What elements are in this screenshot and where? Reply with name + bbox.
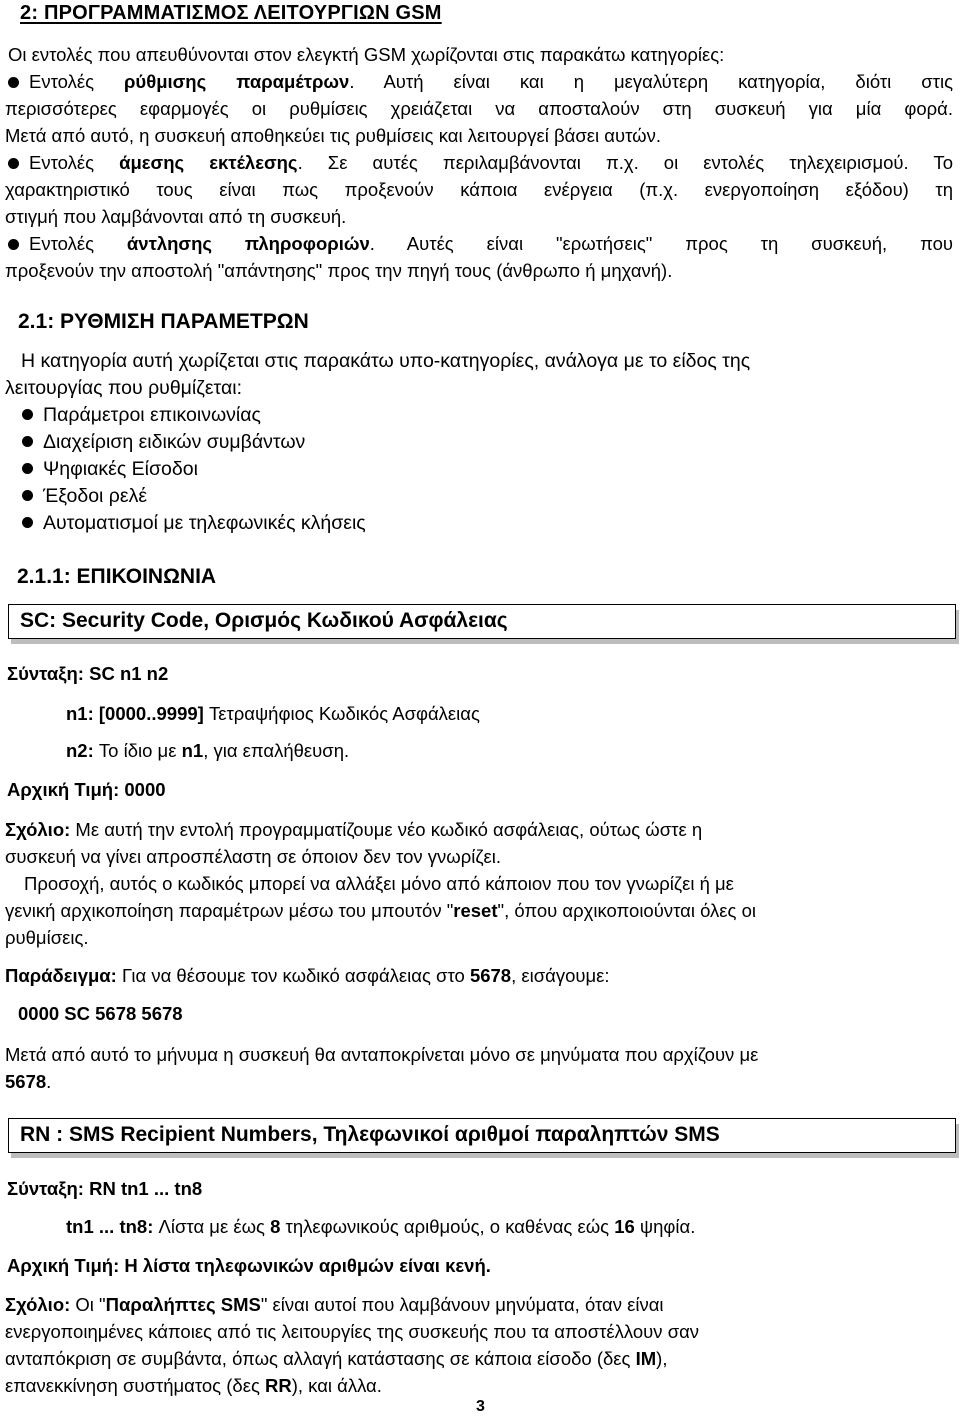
sc-after-2: 5678. <box>5 1071 52 1092</box>
section-2-1-1-title: 2.1.1: ΕΠΙΚΟΙΝΩΝΙΑ <box>17 565 217 588</box>
sc-warning-3: ρυθμίσεις. <box>5 927 89 948</box>
subcategory-item: Παράμετροι επικοινωνίας <box>22 404 261 427</box>
category-2-line-2: χαρακτηριστικό τους είναι πως προξενούν κάποια ενέργεια (π.χ. ενεργοποίηση εξόδου) τη <box>5 179 953 200</box>
rn-syntax: Σύνταξη: RN tn1 ... tn8 <box>7 1178 203 1199</box>
sc-param-n2: n2: Το ίδιο με n1, για επαλήθευση. <box>66 740 350 761</box>
section-2-1-intro-2: λειτουργίας που ρυθμίζεται: <box>5 377 242 399</box>
page-number: 3 <box>476 1398 485 1415</box>
subcategory-item: Ψηφιακές Είσοδοι <box>22 458 198 481</box>
category-1-line-2: περισσότερες εφαρμογές οι ρυθμίσεις χρειάζεται να αποσταλούν στη συσκευή για μία φορά. <box>5 98 953 119</box>
bullet-icon <box>22 409 33 420</box>
category-1-line-3: Μετά από αυτό, η συσκευή αποθηκεύει τις ρυθμίσεις και λειτουργεί βάσει αυτών. <box>5 125 661 146</box>
rn-initial-value: Αρχική Τιμή: Η λίστα τηλεφωνικών αριθμών είναι κενή. <box>7 1255 491 1276</box>
bullet-icon <box>22 463 33 474</box>
sc-box-title: SC: Security Code, Ορισμός Κωδικού Ασφάλειας <box>20 609 508 632</box>
section-2-1-title: 2.1: ΡΥΘΜΙΣΗ ΠΑΡΑΜΕΤΡΩΝ <box>18 310 309 333</box>
category-2-line-3: στιγμή που λαμβάνονται από τη συσκευή. <box>5 206 347 227</box>
rn-comment-1: Σχόλιο: Οι "Παραλήπτες SMS" είναι αυτοί που λαμβάνουν μηνύματα, όταν είναι <box>5 1294 664 1315</box>
sc-comment-2: συσκευή να γίνει απροσπέλαστη σε όποιον δεν τον γνωρίζει. <box>5 846 502 867</box>
chapter-title: 2: ΠΡΟΓΡΑΜΜΑΤΙΣΜΟΣ ΛΕΙΤΟΥΡΓΙΩΝ GSM <box>20 2 442 24</box>
subcategory-item: Έξοδοι ρελέ <box>22 485 147 508</box>
bullet-icon <box>22 490 33 501</box>
subcategory-item: Διαχείριση ειδικών συμβάντων <box>22 431 305 454</box>
sc-warning-2: γενική αρχικοποίηση παραμέτρων μέσω του μπουτόν "reset", όπου αρχικοποιούνται όλες οι <box>5 900 756 921</box>
sc-after-1: Μετά από αυτό το μήνυμα η συσκευή θα ανταποκρίνεται μόνο σε μηνύματα που αρχίζουν με <box>5 1044 759 1065</box>
rn-box-title: RN : SMS Recipient Numbers, Τηλεφωνικοί αριθμοί παραληπτών SMS <box>20 1123 720 1146</box>
sc-example-command: 0000 SC 5678 5678 <box>18 1003 183 1024</box>
rn-comment-2: ενεργοποιημένες κάποιες από τις λειτουργίες της συσκευής που τα αποστέλλουν σαν <box>5 1321 700 1342</box>
rn-comment-4: επανεκκίνηση συστήματος (δες RR), και άλλα. <box>5 1375 382 1396</box>
category-3-line-2: προξενούν την αποστολή "απάντησης" προς την πηγή τους (άνθρωπο ή μηχανή). <box>5 260 673 281</box>
category-3: Εντολές άντλησης πληροφοριών. Αυτές είναι "ερωτήσεις" προς τη συσκευή, που <box>5 233 953 255</box>
intro-line: Οι εντολές που απευθύνονται στον ελεγκτή GSM χωρίζονται στις παρακάτω κατηγορίες: <box>8 44 725 65</box>
sc-comment-1: Σχόλιο: Με αυτή την εντολή προγραμματίζουμε νέο κωδικό ασφάλειας, ούτως ώστε η <box>5 819 703 840</box>
section-2-1-intro-1: Η κατηγορία αυτή χωρίζεται στις παρακάτω υπο-κατηγορίες, ανάλογα με το είδος της <box>21 350 751 372</box>
bullet-icon <box>22 517 33 528</box>
sc-initial-value: Αρχική Τιμή: 0000 <box>7 779 166 800</box>
bullet-icon <box>8 239 19 250</box>
subcategory-item: Αυτοματισμοί με τηλεφωνικές κλήσεις <box>22 512 366 535</box>
bullet-icon <box>8 77 19 88</box>
rn-comment-3: ανταπόκριση σε συμβάντα, όπως αλλαγή κατάστασης σε κάποια είσοδο (δες IM), <box>5 1348 668 1369</box>
rn-param: tn1 ... tn8: Λίστα με έως 8 τηλεφωνικούς αριθμούς, ο καθένας εώς 16 ψηφία. <box>66 1216 696 1237</box>
bullet-icon <box>22 436 33 447</box>
sc-param-n1: n1: [0000..9999] Τετραψήφιος Κωδικός Ασφάλειας <box>66 703 480 724</box>
sc-syntax: Σύνταξη: SC n1 n2 <box>7 663 169 684</box>
sc-warning-1: Προσοχή, αυτός ο κωδικός μπορεί να αλλάξει μόνο από κάποιον που τον γνωρίζει ή με <box>24 873 734 894</box>
sc-example: Παράδειγμα: Για να θέσουμε τον κωδικό ασφάλειας στο 5678, εισάγουμε: <box>5 965 610 986</box>
bullet-icon <box>8 158 19 169</box>
category-1: Εντολές ρύθμισης παραμέτρων. Αυτή είναι και η μεγαλύτερη κατηγορία, διότι στις <box>5 71 953 93</box>
category-2: Εντολές άμεσης εκτέλεσης. Σε αυτές περιλαμβάνονται π.χ. οι εντολές τηλεχειρισμού. Το <box>5 152 953 174</box>
